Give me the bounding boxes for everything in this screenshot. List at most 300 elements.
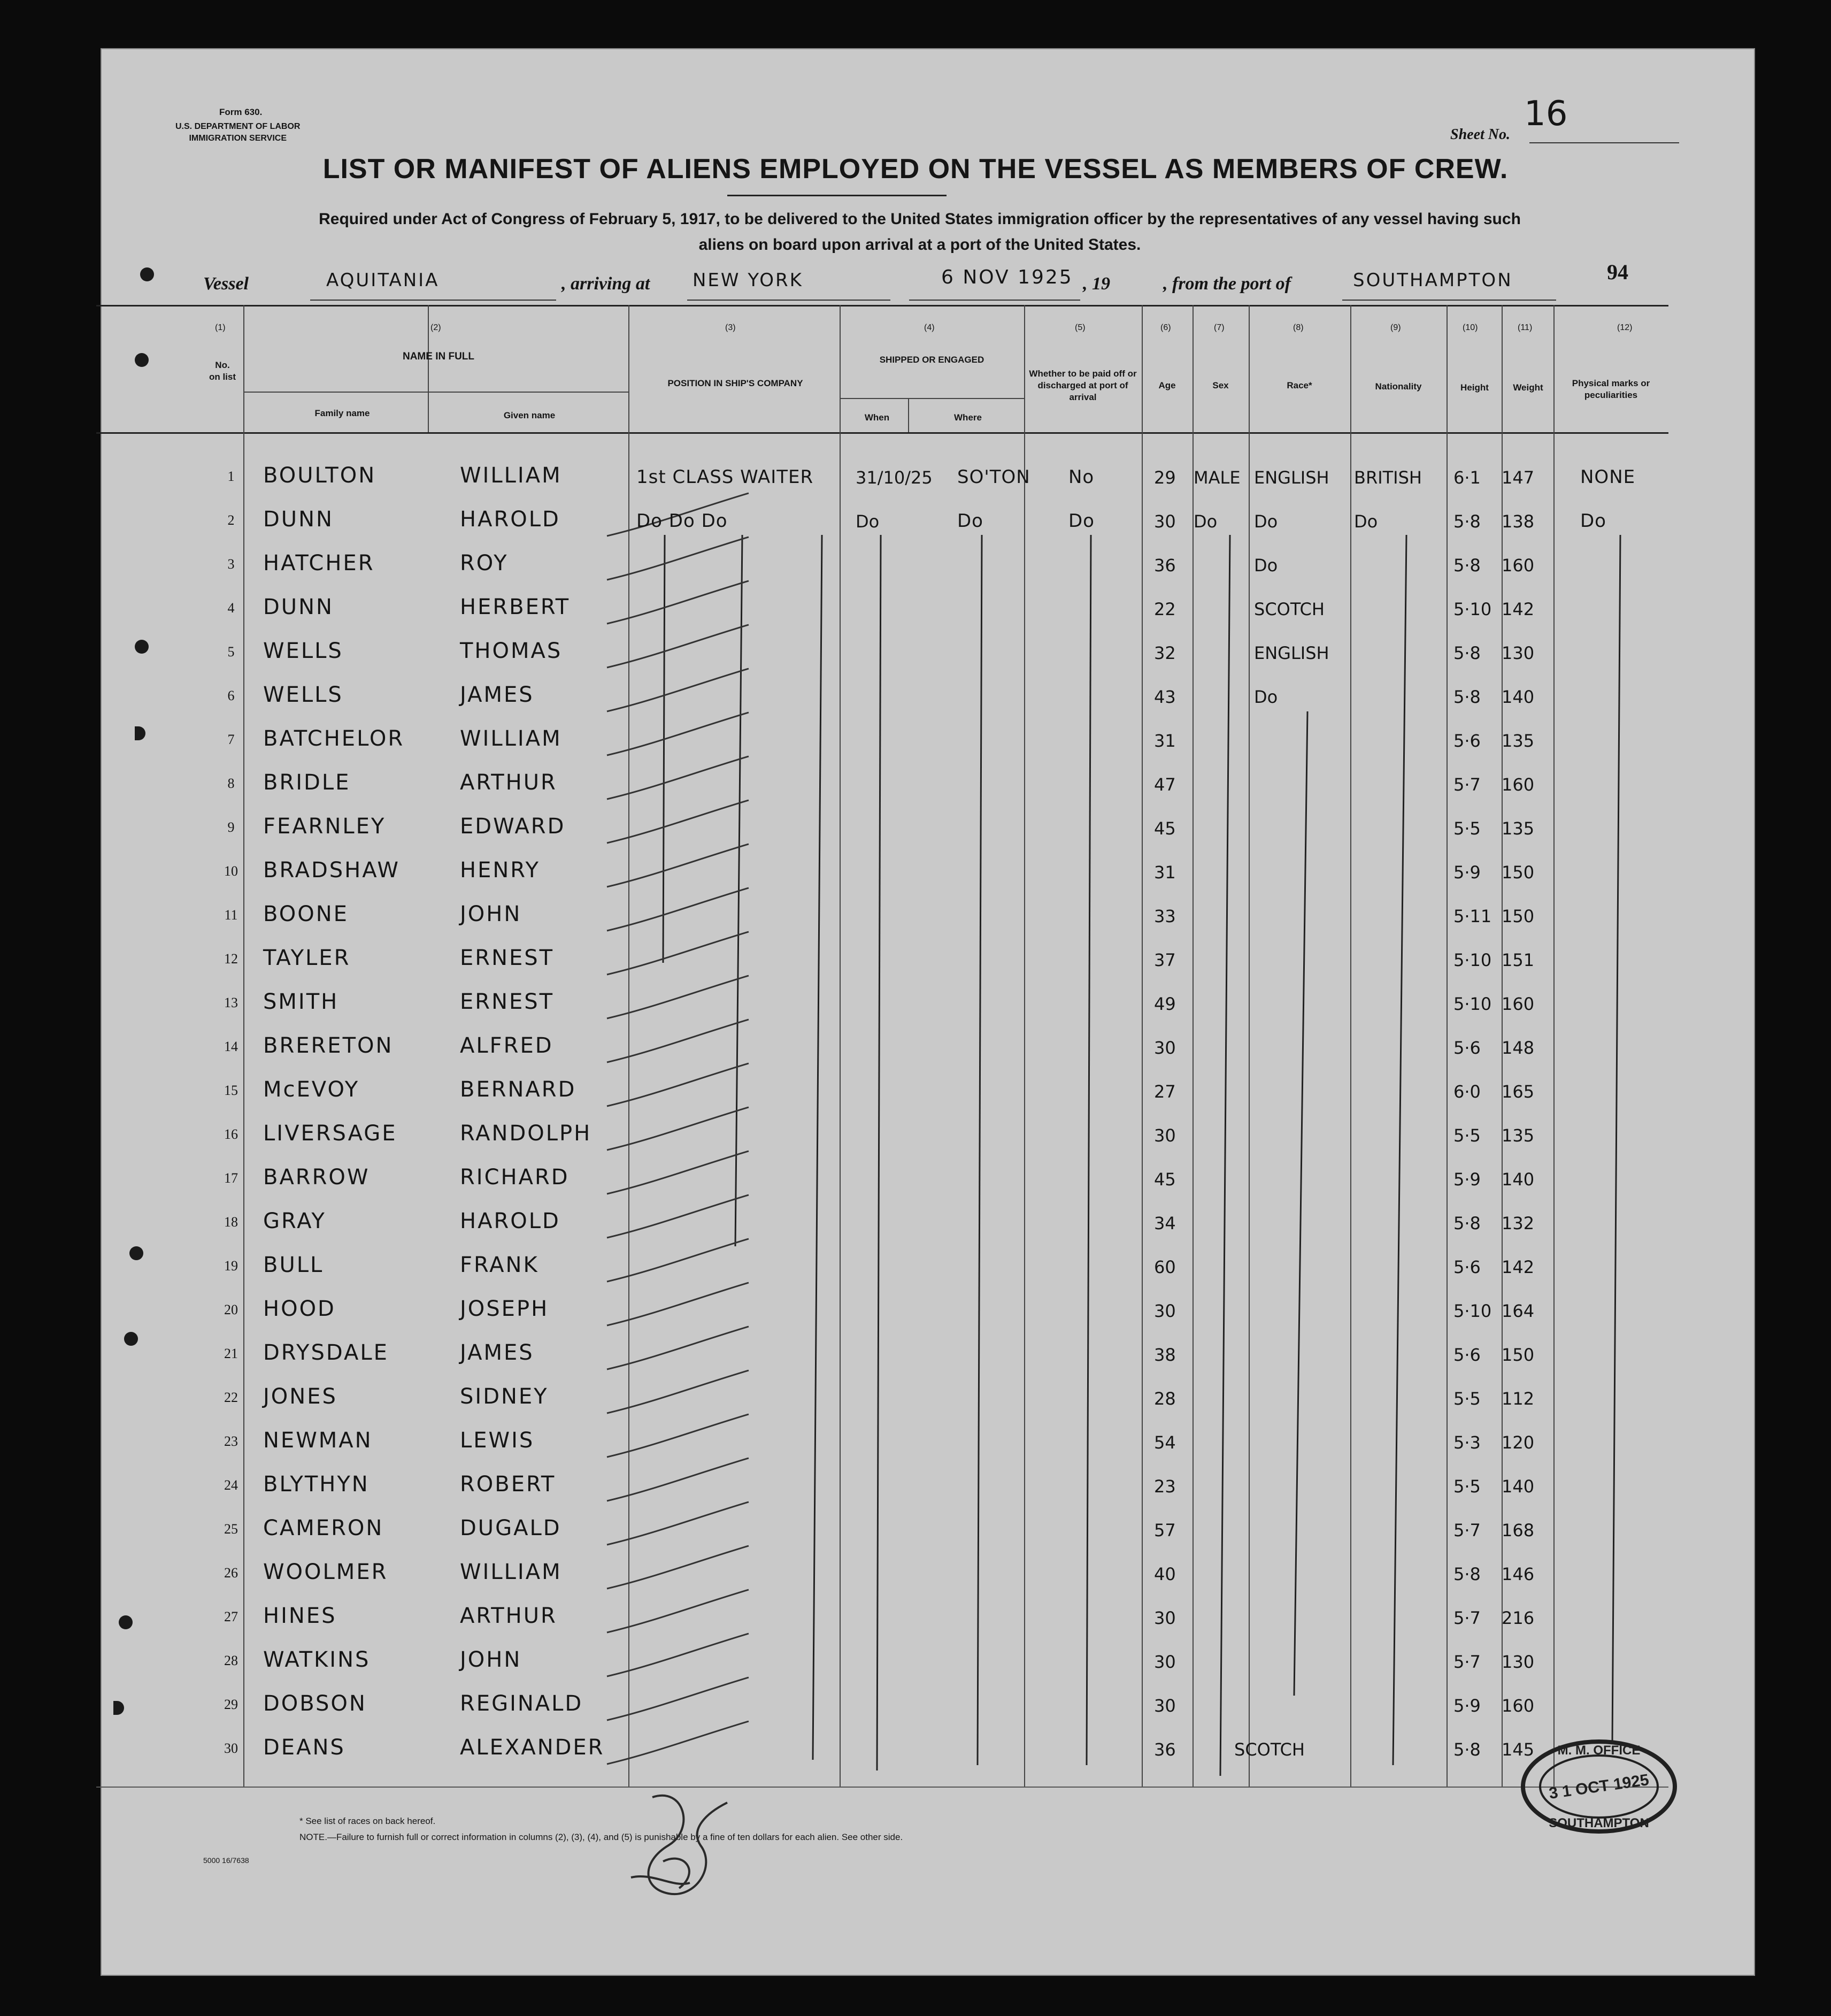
punch-hole bbox=[135, 353, 149, 367]
vessel-label: Vessel bbox=[203, 274, 249, 294]
vessel-name: AQUITANIA bbox=[326, 270, 440, 291]
cell-nationality: BRITISH bbox=[1354, 467, 1422, 488]
col-number: (3) bbox=[725, 323, 736, 332]
cell-age: 30 bbox=[1154, 1301, 1176, 1321]
col-rule bbox=[428, 305, 429, 432]
table-row bbox=[0, 1595, 1831, 1639]
cell-age: 30 bbox=[1154, 1652, 1176, 1672]
cell-height: 5·8 bbox=[1453, 1564, 1481, 1584]
cell-weight: 216 bbox=[1502, 1608, 1535, 1628]
department-name: U.S. DEPARTMENT OF LABOR bbox=[175, 122, 301, 131]
vessel-underline bbox=[310, 300, 556, 301]
cell-family: DOBSON bbox=[263, 1691, 367, 1716]
cell-weight: 140 bbox=[1502, 1169, 1535, 1190]
cell-given: ERNEST bbox=[460, 990, 555, 1014]
cell-given: FRANK bbox=[460, 1253, 539, 1277]
table-row bbox=[0, 893, 1831, 937]
cell-family: DUNN bbox=[263, 507, 334, 532]
department-label bbox=[175, 121, 300, 144]
cell-height: 5·7 bbox=[1453, 1652, 1481, 1672]
cell-family: TAYLER bbox=[263, 946, 351, 970]
cell-height: 5·8 bbox=[1453, 1213, 1481, 1233]
cell-weight: 160 bbox=[1502, 775, 1535, 795]
cell-height: 5·8 bbox=[1453, 555, 1481, 576]
cell-no: 19 bbox=[224, 1258, 238, 1274]
header-where: Where bbox=[954, 412, 982, 423]
cell-age: 57 bbox=[1154, 1520, 1176, 1540]
stamp-bottom-text: SOUTHAMPTON bbox=[1549, 1816, 1649, 1830]
cell-weight: 148 bbox=[1502, 1038, 1535, 1058]
col-number: (11) bbox=[1518, 323, 1533, 332]
table-row bbox=[0, 630, 1831, 674]
table-row bbox=[0, 1288, 1831, 1332]
cell-weight: 146 bbox=[1502, 1564, 1535, 1584]
cell-height: 5·6 bbox=[1453, 1345, 1481, 1365]
cell-weight: 130 bbox=[1502, 643, 1535, 663]
cell-sex: MALE bbox=[1194, 467, 1241, 488]
cell-height: 5·6 bbox=[1453, 731, 1481, 751]
cell-height: 5·3 bbox=[1453, 1432, 1481, 1453]
cell-height: 5·9 bbox=[1453, 1696, 1481, 1716]
cell-no: 16 bbox=[224, 1126, 238, 1142]
cell-height: 6·1 bbox=[1453, 467, 1481, 488]
header-when: When bbox=[864, 412, 890, 423]
cell-weight: 132 bbox=[1502, 1213, 1535, 1233]
cell-given: HAROLD bbox=[460, 1209, 560, 1233]
cell-given: RANDOLPH bbox=[460, 1121, 592, 1146]
cell-age: 28 bbox=[1154, 1389, 1176, 1409]
cell-given: DUGALD bbox=[460, 1516, 561, 1540]
header-paid-off: Whether to be paid off or discharged at port of arrival bbox=[1029, 369, 1137, 402]
table-row bbox=[0, 937, 1831, 981]
cell-no: 17 bbox=[224, 1170, 238, 1186]
manifest-title: LIST OR MANIFEST OF ALIENS EMPLOYED ON THE VESSEL AS MEMBERS OF CREW. bbox=[322, 154, 1509, 185]
arriving-port: NEW YORK bbox=[693, 270, 803, 291]
header-shipped: SHIPPED OR ENGAGED bbox=[879, 355, 984, 365]
cell-age: 30 bbox=[1154, 1038, 1176, 1058]
footnote bbox=[299, 1813, 903, 1845]
cell-no: 13 bbox=[224, 995, 238, 1010]
cell-height: 5·5 bbox=[1453, 818, 1481, 839]
col-number: (2) bbox=[430, 323, 441, 332]
cell-height: 5·5 bbox=[1453, 1125, 1481, 1146]
col-rule bbox=[908, 398, 909, 432]
date-stamp: 6 NOV 1925 bbox=[941, 266, 1073, 288]
service-name: IMMIGRATION SERVICE bbox=[189, 134, 287, 143]
cell-given: JAMES bbox=[460, 1340, 534, 1365]
cell-weight: 147 bbox=[1502, 467, 1535, 488]
header-height: Height bbox=[1460, 382, 1489, 393]
cell-family: CAMERON bbox=[263, 1516, 384, 1540]
stamp-top-text: M. M. OFFICE bbox=[1557, 1743, 1641, 1758]
cell-family: McEVOY bbox=[263, 1077, 360, 1102]
cell-height: 5·10 bbox=[1453, 950, 1492, 970]
cell-weight: 130 bbox=[1502, 1652, 1535, 1672]
cell-family: HOOD bbox=[263, 1297, 336, 1321]
mm-office-stamp bbox=[1519, 1737, 1679, 1836]
cell-no: 4 bbox=[227, 600, 235, 616]
cell-age: 29 bbox=[1154, 467, 1176, 488]
cell-race: Do bbox=[1254, 555, 1278, 576]
table-header-rule bbox=[96, 432, 1668, 434]
cell-family: JONES bbox=[263, 1384, 337, 1409]
subtitle-line-1: Required under Act of Congress of February 5, 1917, to be delivered to the United States immigration officer by the representatives of any vessel having such bbox=[319, 210, 1521, 228]
header-race: Race* bbox=[1287, 380, 1312, 390]
table-row bbox=[0, 1069, 1831, 1113]
cell-given: ALEXANDER bbox=[460, 1735, 605, 1760]
cell-age: 60 bbox=[1154, 1257, 1176, 1277]
arriving-underline bbox=[687, 300, 890, 301]
cell-age: 31 bbox=[1154, 731, 1176, 751]
cell-no: 21 bbox=[224, 1346, 238, 1361]
col-number: (4) bbox=[924, 323, 935, 332]
cell-no: 11 bbox=[224, 907, 238, 923]
cell-family: BARROW bbox=[263, 1165, 370, 1190]
header-given-name: Given name bbox=[503, 410, 556, 420]
cell-age: 27 bbox=[1154, 1082, 1176, 1102]
cell-weight: 142 bbox=[1502, 1257, 1535, 1277]
cell-weight: 168 bbox=[1502, 1520, 1535, 1540]
cell-age: 30 bbox=[1154, 1125, 1176, 1146]
cell-position: 1st CLASS WAITER bbox=[636, 466, 814, 488]
cell-no: 18 bbox=[224, 1214, 238, 1230]
form-number: Form 630. bbox=[219, 107, 263, 117]
cell-where: Do bbox=[957, 510, 983, 532]
cell-age: 49 bbox=[1154, 994, 1176, 1014]
cell-race: ENGLISH bbox=[1254, 467, 1329, 488]
name-subheader-rule bbox=[243, 392, 628, 393]
cell-given: JAMES bbox=[460, 683, 534, 707]
col-number: (12) bbox=[1617, 323, 1633, 332]
print-code: 5000 16/7638 bbox=[203, 1856, 249, 1865]
cell-given: WILLIAM bbox=[460, 1560, 562, 1584]
cell-no: 8 bbox=[227, 776, 235, 791]
col-number: (7) bbox=[1214, 323, 1225, 332]
table-row bbox=[0, 674, 1831, 718]
cell-weight: 165 bbox=[1502, 1082, 1535, 1102]
cell-age: 33 bbox=[1154, 906, 1176, 926]
cell-where: SO'TON bbox=[957, 466, 1030, 488]
col-number: (1) bbox=[215, 323, 226, 332]
cell-weight: 142 bbox=[1502, 599, 1535, 619]
cell-height: 5·7 bbox=[1453, 775, 1481, 795]
cell-given: ALFRED bbox=[460, 1033, 553, 1058]
arriving-label: , arriving at bbox=[561, 274, 650, 294]
cell-family: BATCHELOR bbox=[263, 726, 405, 751]
races-note: * See list of races on back hereof. bbox=[299, 1816, 436, 1826]
cell-age: 23 bbox=[1154, 1476, 1176, 1497]
table-row bbox=[0, 1507, 1831, 1551]
cell-paid-off: No bbox=[1068, 466, 1095, 488]
cell-age: 30 bbox=[1154, 511, 1176, 532]
cell-nationality: Do bbox=[1354, 511, 1378, 532]
cell-given: EDWARD bbox=[460, 814, 566, 839]
cell-age: 22 bbox=[1154, 599, 1176, 619]
cell-age: 30 bbox=[1154, 1696, 1176, 1716]
cell-no: 20 bbox=[224, 1302, 238, 1317]
cell-when: Do bbox=[856, 511, 880, 532]
officer-signature bbox=[620, 1781, 749, 1910]
table-row bbox=[0, 849, 1831, 893]
table-row bbox=[0, 981, 1831, 1025]
cell-height: 5·9 bbox=[1453, 1169, 1481, 1190]
cell-no: 1 bbox=[227, 469, 235, 484]
cell-family: WELLS bbox=[263, 683, 343, 707]
cell-given: WILLIAM bbox=[460, 726, 562, 751]
cell-weight: 120 bbox=[1502, 1432, 1535, 1453]
cell-height: 5·5 bbox=[1453, 1476, 1481, 1497]
header-family-name: Family name bbox=[314, 408, 370, 418]
cell-age: 36 bbox=[1154, 555, 1176, 576]
header-no-on-list: No. on list bbox=[209, 360, 236, 382]
col-number: (8) bbox=[1293, 323, 1304, 332]
cell-no: 7 bbox=[227, 732, 235, 747]
cell-race: ENGLISH bbox=[1254, 643, 1329, 663]
shipped-subheader-rule bbox=[840, 398, 1024, 399]
table-row bbox=[0, 1683, 1831, 1727]
cell-no: 14 bbox=[224, 1039, 238, 1054]
cell-weight: 140 bbox=[1502, 687, 1535, 707]
cell-given: HERBERT bbox=[460, 595, 571, 619]
cell-given: HENRY bbox=[460, 858, 540, 883]
cell-height: 5·9 bbox=[1453, 862, 1481, 883]
penalty-note: NOTE.—Failure to furnish full or correct information in columns (2), (3), (4), and (5) is punishable by a fine of ten dollars for each alien. See other side. bbox=[299, 1832, 903, 1842]
cell-family: HATCHER bbox=[263, 551, 375, 576]
page-number: 94 bbox=[1607, 260, 1628, 284]
date-underline bbox=[909, 300, 1080, 301]
table-row bbox=[0, 718, 1831, 762]
sheet-number-label: Sheet No. bbox=[1450, 126, 1510, 143]
cell-no: 29 bbox=[224, 1697, 238, 1712]
cell-weight: 140 bbox=[1502, 1476, 1535, 1497]
col-number: (5) bbox=[1075, 323, 1086, 332]
cell-weight: 150 bbox=[1502, 862, 1535, 883]
cell-no: 30 bbox=[224, 1741, 238, 1756]
subtitle-line-2: aliens on board upon arrival at a port of the United States. bbox=[698, 236, 1141, 254]
year-label: , 19 bbox=[1083, 274, 1110, 294]
cell-weight: 160 bbox=[1502, 1696, 1535, 1716]
cell-height: 5·8 bbox=[1453, 511, 1481, 532]
cell-age: 54 bbox=[1154, 1432, 1176, 1453]
cell-no: 6 bbox=[227, 688, 235, 703]
cell-age: 31 bbox=[1154, 862, 1176, 883]
header-name-in-full: NAME IN FULL bbox=[402, 351, 475, 362]
cell-given: ARTHUR bbox=[460, 1604, 557, 1628]
sheet-number-value: 16 bbox=[1524, 94, 1568, 134]
cell-no: 25 bbox=[224, 1521, 238, 1537]
cell-given: JOSEPH bbox=[460, 1297, 549, 1321]
header-sex: Sex bbox=[1212, 380, 1229, 390]
from-underline bbox=[1342, 300, 1556, 301]
table-row bbox=[0, 1025, 1831, 1069]
cell-given: ERNEST bbox=[460, 946, 555, 970]
col-number: (10) bbox=[1463, 323, 1478, 332]
cell-given: ARTHUR bbox=[460, 770, 557, 795]
cell-no: 27 bbox=[224, 1609, 238, 1624]
table-row bbox=[0, 1376, 1831, 1420]
cell-given: HAROLD bbox=[460, 507, 560, 532]
table-row bbox=[0, 499, 1831, 542]
table-row bbox=[0, 586, 1831, 630]
table-row bbox=[0, 1463, 1831, 1507]
cell-no: 3 bbox=[227, 556, 235, 572]
cell-race: SCOTCH bbox=[1234, 1739, 1305, 1760]
cell-marks: Do bbox=[1580, 510, 1606, 532]
cell-age: 38 bbox=[1154, 1345, 1176, 1365]
cell-given: LEWIS bbox=[460, 1428, 535, 1453]
cell-weight: 135 bbox=[1502, 1125, 1535, 1146]
stamp-date: 3 1 OCT 1925 bbox=[1548, 1771, 1650, 1803]
cell-family: NEWMAN bbox=[263, 1428, 373, 1453]
cell-given: RICHARD bbox=[460, 1165, 570, 1190]
table-row bbox=[0, 542, 1831, 586]
cell-race: SCOTCH bbox=[1254, 599, 1325, 619]
col-number: (6) bbox=[1160, 323, 1171, 332]
cell-age: 36 bbox=[1154, 1739, 1176, 1760]
cell-age: 32 bbox=[1154, 643, 1176, 663]
cell-height: 5·11 bbox=[1453, 906, 1492, 926]
cell-family: LIVERSAGE bbox=[263, 1121, 397, 1146]
cell-no: 2 bbox=[227, 512, 235, 528]
cell-weight: 112 bbox=[1502, 1389, 1535, 1409]
cell-family: HINES bbox=[263, 1604, 337, 1628]
cell-weight: 150 bbox=[1502, 906, 1535, 926]
cell-height: 5·7 bbox=[1453, 1520, 1481, 1540]
cell-height: 5·10 bbox=[1453, 1301, 1492, 1321]
cell-given: JOHN bbox=[460, 1647, 522, 1672]
cell-family: FEARNLEY bbox=[263, 814, 386, 839]
cell-age: 45 bbox=[1154, 818, 1176, 839]
cell-race: Do bbox=[1254, 511, 1278, 532]
cell-height: 5·8 bbox=[1453, 687, 1481, 707]
header-nationality: Nationality bbox=[1375, 381, 1422, 392]
cell-family: GRAY bbox=[263, 1209, 326, 1233]
cell-marks: NONE bbox=[1580, 466, 1636, 488]
cell-no: 23 bbox=[224, 1434, 238, 1449]
cell-family: BOULTON bbox=[263, 463, 376, 488]
cell-family: BLYTHYN bbox=[263, 1472, 370, 1497]
cell-height: 5·5 bbox=[1453, 1389, 1481, 1409]
cell-no: 26 bbox=[224, 1565, 238, 1581]
table-row bbox=[0, 455, 1831, 499]
cell-family: BRIDLE bbox=[263, 770, 351, 795]
cell-no: 9 bbox=[227, 819, 235, 835]
cell-weight: 150 bbox=[1502, 1345, 1535, 1365]
table-row bbox=[0, 1200, 1831, 1244]
cell-age: 30 bbox=[1154, 1608, 1176, 1628]
cell-paid-off: Do bbox=[1068, 510, 1095, 532]
cell-no: 22 bbox=[224, 1390, 238, 1405]
cell-given: BERNARD bbox=[460, 1077, 576, 1102]
cell-no: 10 bbox=[224, 863, 238, 879]
cell-height: 5·10 bbox=[1453, 599, 1492, 619]
cell-weight: 151 bbox=[1502, 950, 1535, 970]
cell-family: SMITH bbox=[263, 990, 339, 1014]
table-row bbox=[0, 1113, 1831, 1156]
cell-age: 34 bbox=[1154, 1213, 1176, 1233]
cell-height: 5·6 bbox=[1453, 1257, 1481, 1277]
cell-no: 12 bbox=[224, 951, 238, 967]
table-row bbox=[0, 1156, 1831, 1200]
cell-weight: 164 bbox=[1502, 1301, 1535, 1321]
cell-weight: 160 bbox=[1502, 555, 1535, 576]
cell-family: WELLS bbox=[263, 639, 343, 663]
cell-family: BULL bbox=[263, 1253, 324, 1277]
manifest-subtitle bbox=[182, 206, 1658, 258]
cell-given: THOMAS bbox=[460, 639, 563, 663]
cell-family: DUNN bbox=[263, 595, 334, 619]
cell-given: WILLIAM bbox=[460, 463, 562, 488]
header-position: POSITION IN SHIP'S COMPANY bbox=[667, 378, 803, 388]
cell-family: WATKINS bbox=[263, 1647, 371, 1672]
header-physical: Physical marks or peculiarities bbox=[1572, 378, 1650, 400]
cell-weight: 160 bbox=[1502, 994, 1535, 1014]
cell-no: 15 bbox=[224, 1083, 238, 1098]
cell-given: REGINALD bbox=[460, 1691, 583, 1716]
cell-family: BOONE bbox=[263, 902, 349, 926]
cell-no: 28 bbox=[224, 1653, 238, 1668]
punch-hole bbox=[140, 267, 154, 281]
cell-no: 24 bbox=[224, 1477, 238, 1493]
header-weight: Weight bbox=[1513, 382, 1543, 393]
from-port: SOUTHAMPTON bbox=[1353, 270, 1513, 291]
table-row bbox=[0, 1551, 1831, 1595]
cell-weight: 138 bbox=[1502, 511, 1535, 532]
cell-given: ROBERT bbox=[460, 1472, 556, 1497]
cell-family: DRYSDALE bbox=[263, 1340, 389, 1365]
cell-family: BRERETON bbox=[263, 1033, 394, 1058]
cell-race: Do bbox=[1254, 687, 1278, 707]
cell-given: ROY bbox=[460, 551, 509, 576]
cell-height: 5·7 bbox=[1453, 1608, 1481, 1628]
table-row bbox=[0, 1639, 1831, 1683]
header-age: Age bbox=[1158, 380, 1176, 390]
table-row bbox=[0, 806, 1831, 849]
cell-age: 47 bbox=[1154, 775, 1176, 795]
cell-height: 5·8 bbox=[1453, 1739, 1481, 1760]
cell-weight: 135 bbox=[1502, 818, 1535, 839]
cell-age: 40 bbox=[1154, 1564, 1176, 1584]
cell-position: Do Do Do bbox=[636, 510, 728, 532]
table-bottom-rule bbox=[96, 1787, 1668, 1788]
cell-height: 5·6 bbox=[1453, 1038, 1481, 1058]
table-top-rule bbox=[96, 305, 1668, 306]
from-label: , from the port of bbox=[1163, 274, 1291, 294]
cell-family: DEANS bbox=[263, 1735, 345, 1760]
cell-family: BRADSHAW bbox=[263, 858, 400, 883]
cell-given: SIDNEY bbox=[460, 1384, 549, 1409]
cell-family: WOOLMER bbox=[263, 1560, 388, 1584]
cell-age: 37 bbox=[1154, 950, 1176, 970]
cell-weight: 145 bbox=[1502, 1739, 1535, 1760]
cell-when: 31/10/25 bbox=[856, 467, 933, 488]
cell-no: 5 bbox=[227, 644, 235, 660]
cell-age: 45 bbox=[1154, 1169, 1176, 1190]
title-rule bbox=[727, 195, 947, 196]
cell-age: 43 bbox=[1154, 687, 1176, 707]
cell-weight: 135 bbox=[1502, 731, 1535, 751]
cell-height: 5·10 bbox=[1453, 994, 1492, 1014]
sheet-number-underline bbox=[1529, 142, 1679, 143]
table-row bbox=[0, 1332, 1831, 1376]
col-number: (9) bbox=[1390, 323, 1401, 332]
cell-given: JOHN bbox=[460, 902, 522, 926]
cell-height: 5·8 bbox=[1453, 643, 1481, 663]
table-row bbox=[0, 1420, 1831, 1463]
table-row bbox=[0, 1244, 1831, 1288]
cell-height: 6·0 bbox=[1453, 1082, 1481, 1102]
table-row bbox=[0, 762, 1831, 806]
